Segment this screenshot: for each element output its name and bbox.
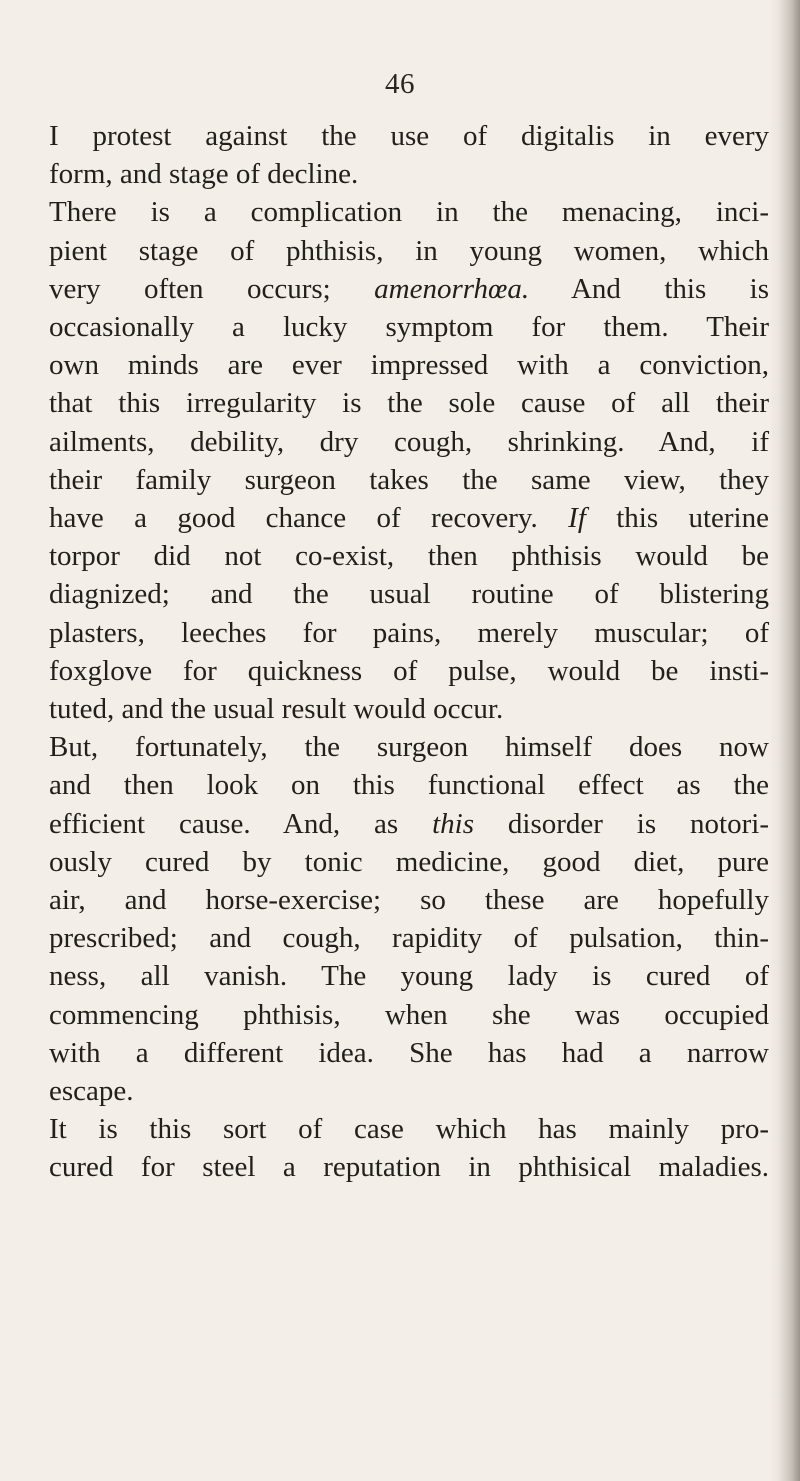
- text-run: commencing phthisis, when she was occupied: [49, 998, 769, 1031]
- text-run: plasters, leeches for pains, merely muscular; of: [49, 616, 769, 649]
- text-line: [49, 155, 769, 193]
- text-run: form, and stage of decline.: [49, 158, 359, 191]
- text-line: [49, 308, 769, 346]
- text-line: [49, 1148, 769, 1186]
- text-line: [49, 461, 769, 499]
- text-line: [49, 957, 769, 995]
- text-run: foxglove for quickness of pulse, would be insti-: [49, 654, 769, 687]
- text-line: [49, 270, 769, 308]
- text-line: [49, 1072, 769, 1110]
- text-run: I protest against the use of digitalis in every: [49, 120, 769, 152]
- text-line: [49, 766, 769, 804]
- body-text: [49, 117, 769, 1187]
- text-run: own minds are ever impressed with a conviction,: [49, 349, 769, 382]
- text-run: their family surgeon takes the same view, they: [49, 463, 769, 496]
- text-line: [49, 575, 769, 613]
- text-line: [49, 423, 769, 461]
- text-line: [49, 499, 769, 537]
- text-run: that this irregularity is the sole cause of all their: [49, 387, 769, 420]
- text-run: diagnized; and the usual routine of blistering: [49, 578, 769, 611]
- text-run: very often occurs;: [49, 272, 375, 305]
- text-run: this uterine: [585, 502, 769, 535]
- text-line: [49, 193, 769, 231]
- text-line: [49, 690, 769, 728]
- text-line: [49, 728, 769, 766]
- text-line: [49, 117, 769, 155]
- page-edge-shadow: [778, 0, 800, 1481]
- text-line: [49, 614, 769, 652]
- text-run: and then look on this functional effect as the: [49, 769, 769, 802]
- italic-term: amenorrhœa.: [374, 272, 530, 305]
- text-run: pient stage of phthisis, in young women, which: [49, 234, 769, 267]
- text-run: occasionally a lucky symptom for them. Their: [49, 311, 769, 344]
- text-run: prescribed; and cough, rapidity of pulsation, thin-: [49, 922, 769, 955]
- text-line: [49, 1110, 769, 1148]
- text-line: [49, 232, 769, 270]
- text-run: ously cured by tonic medicine, good diet, pure: [49, 845, 769, 878]
- text-line: [49, 1034, 769, 1072]
- text-run: escape.: [49, 1075, 134, 1108]
- text-line: [49, 881, 769, 919]
- text-line: [49, 384, 769, 422]
- text-run: And this is: [529, 272, 769, 305]
- text-line: [49, 346, 769, 384]
- text-run: But, fortunately, the surgeon himself does now: [49, 731, 769, 764]
- italic-term: this: [432, 807, 474, 840]
- page-number: 46: [385, 68, 415, 100]
- text-run: disorder is notori-: [473, 807, 769, 840]
- text-line: [49, 996, 769, 1034]
- text-line: [49, 652, 769, 690]
- text-run: tuted, and the usual result would occur.: [49, 693, 504, 726]
- text-line: [49, 805, 769, 843]
- text-run: ailments, debility, dry cough, shrinking. And, if: [49, 425, 769, 458]
- text-run: ness, all vanish. The young lady is cured of: [49, 960, 769, 993]
- text-run: have a good chance of recovery.: [49, 502, 569, 535]
- text-run: efficient cause. And, as: [49, 807, 433, 840]
- text-run: torpor did not co-exist, then phthisis would be: [49, 540, 769, 573]
- text-line: [49, 919, 769, 957]
- italic-term: If: [568, 502, 586, 535]
- text-run: air, and horse-exercise; so these are hopefully: [49, 884, 769, 917]
- text-line: [49, 537, 769, 575]
- text-run: cured for steel a reputation in phthisical maladies.: [49, 1151, 769, 1184]
- text-line: [49, 843, 769, 881]
- text-run: It is this sort of case which has mainly pro-: [49, 1113, 769, 1146]
- text-run: There is a complication in the menacing, inci-: [49, 196, 769, 229]
- text-run: with a different idea. She has had a narrow: [49, 1036, 769, 1069]
